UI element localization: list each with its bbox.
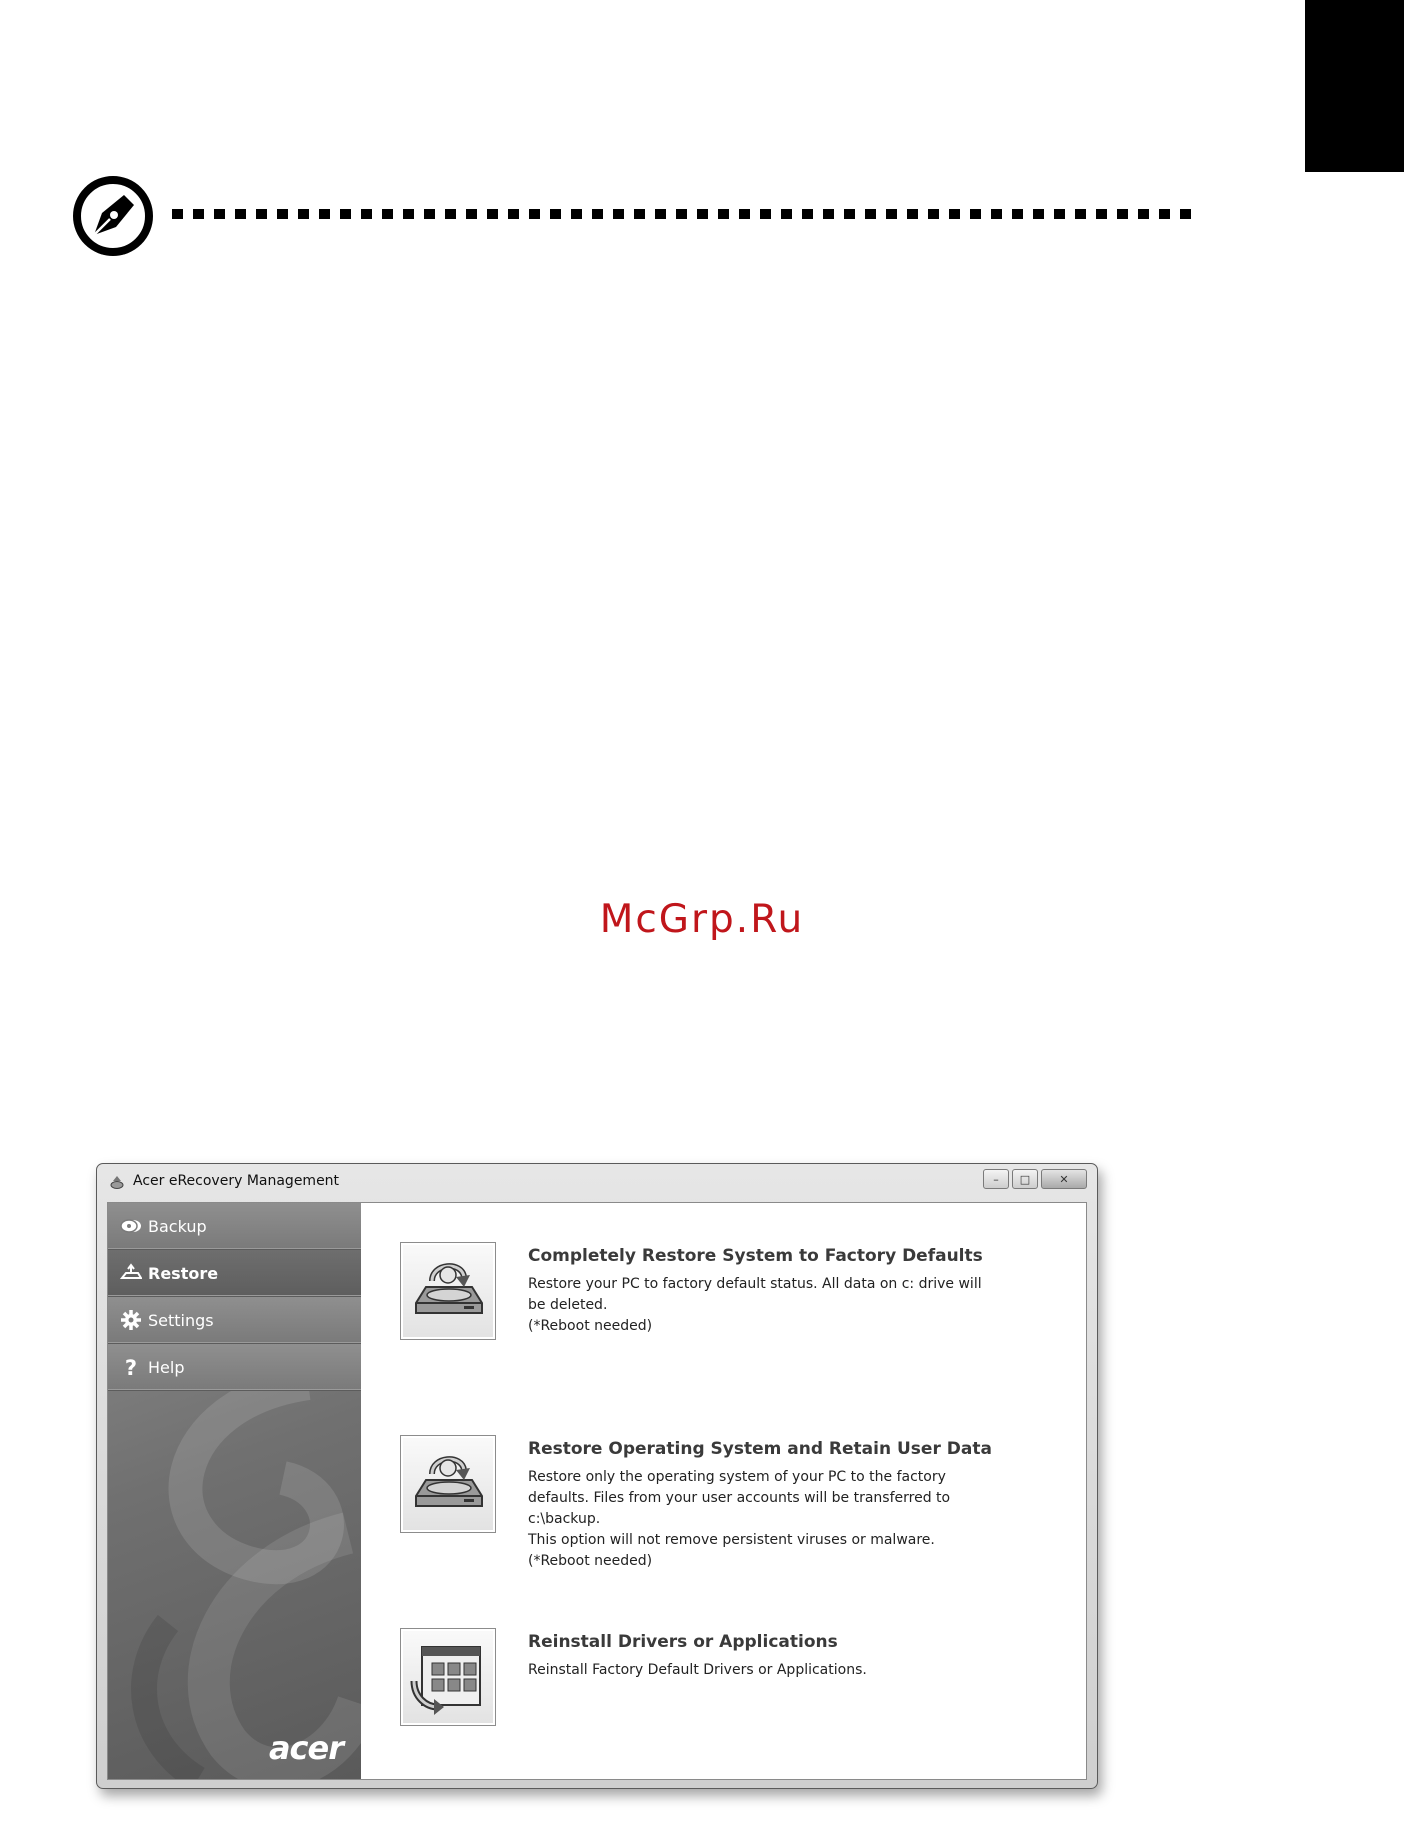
sidebar-item-label: Backup xyxy=(148,1216,207,1236)
watermark: McGrp.Ru xyxy=(599,897,805,942)
gear-icon xyxy=(120,1309,142,1331)
sidebar-item-help[interactable] xyxy=(108,1344,361,1391)
window-controls xyxy=(983,1169,1087,1189)
sidebar xyxy=(108,1203,361,1779)
description-line: c:\backup. xyxy=(528,1511,601,1527)
erecovery-window xyxy=(96,1163,1098,1789)
option-title[interactable]: Restore Operating System and Retain User Data xyxy=(528,1439,992,1459)
description-line: (*Reboot needed) xyxy=(528,1553,653,1569)
sidebar-nav xyxy=(108,1203,361,1391)
app-icon xyxy=(109,1174,125,1190)
description-line: Restore your PC to factory default status. All data on c: drive will xyxy=(528,1276,982,1292)
description-line: This option will not remove persistent viruses or malware. xyxy=(528,1532,935,1548)
minimize-button[interactable]: – xyxy=(983,1169,1009,1189)
option-text xyxy=(528,1242,1048,1337)
sidebar-item-restore[interactable] xyxy=(108,1250,361,1297)
option-text xyxy=(528,1435,1048,1572)
option-description xyxy=(528,1660,1048,1681)
window-titlebar[interactable] xyxy=(97,1164,1097,1200)
question-icon xyxy=(120,1356,142,1378)
option-title[interactable]: Completely Restore System to Factory Defaults xyxy=(528,1246,983,1266)
description-line: be deleted. xyxy=(528,1297,608,1313)
option-title[interactable]: Reinstall Drivers or Applications xyxy=(528,1632,838,1652)
restore-icon xyxy=(120,1262,142,1284)
close-button[interactable]: ✕ xyxy=(1041,1169,1087,1189)
description-line: Reinstall Factory Default Drivers or Applications. xyxy=(528,1662,867,1678)
description-line: defaults. Files from your user accounts will be transferred to xyxy=(528,1490,951,1506)
description-line: (*Reboot needed) xyxy=(528,1318,653,1334)
sidebar-item-label: Settings xyxy=(148,1310,214,1330)
window-client-area xyxy=(107,1202,1087,1780)
disk-restore-icon xyxy=(408,1251,488,1331)
sidebar-item-backup[interactable] xyxy=(108,1203,361,1250)
description-line: Restore only the operating system of your PC to the factory xyxy=(528,1469,946,1485)
maximize-button[interactable]: □ xyxy=(1012,1169,1038,1189)
disc-icon xyxy=(120,1215,142,1237)
disk-restore-icon xyxy=(408,1444,488,1524)
svg-text:?: ? xyxy=(124,1356,138,1378)
sidebar-item-label: Help xyxy=(148,1357,185,1377)
window-title: Acer eRecovery Management xyxy=(133,1173,340,1189)
restore-os-button[interactable] xyxy=(400,1435,496,1533)
note-dotted-rule xyxy=(172,209,1192,219)
option-description xyxy=(528,1274,1048,1337)
full-restore-button[interactable] xyxy=(400,1242,496,1340)
sidebar-item-settings[interactable] xyxy=(108,1297,361,1344)
acer-logo: acer xyxy=(268,1729,343,1767)
note-pen-icon xyxy=(72,175,154,257)
reinstall-drivers-button[interactable] xyxy=(400,1628,496,1726)
sidebar-item-label: Restore xyxy=(148,1263,219,1283)
option-description xyxy=(528,1467,1048,1572)
option-text xyxy=(528,1628,1048,1681)
chapter-thumb-tab xyxy=(1305,0,1404,172)
apps-reinstall-icon xyxy=(408,1637,488,1717)
